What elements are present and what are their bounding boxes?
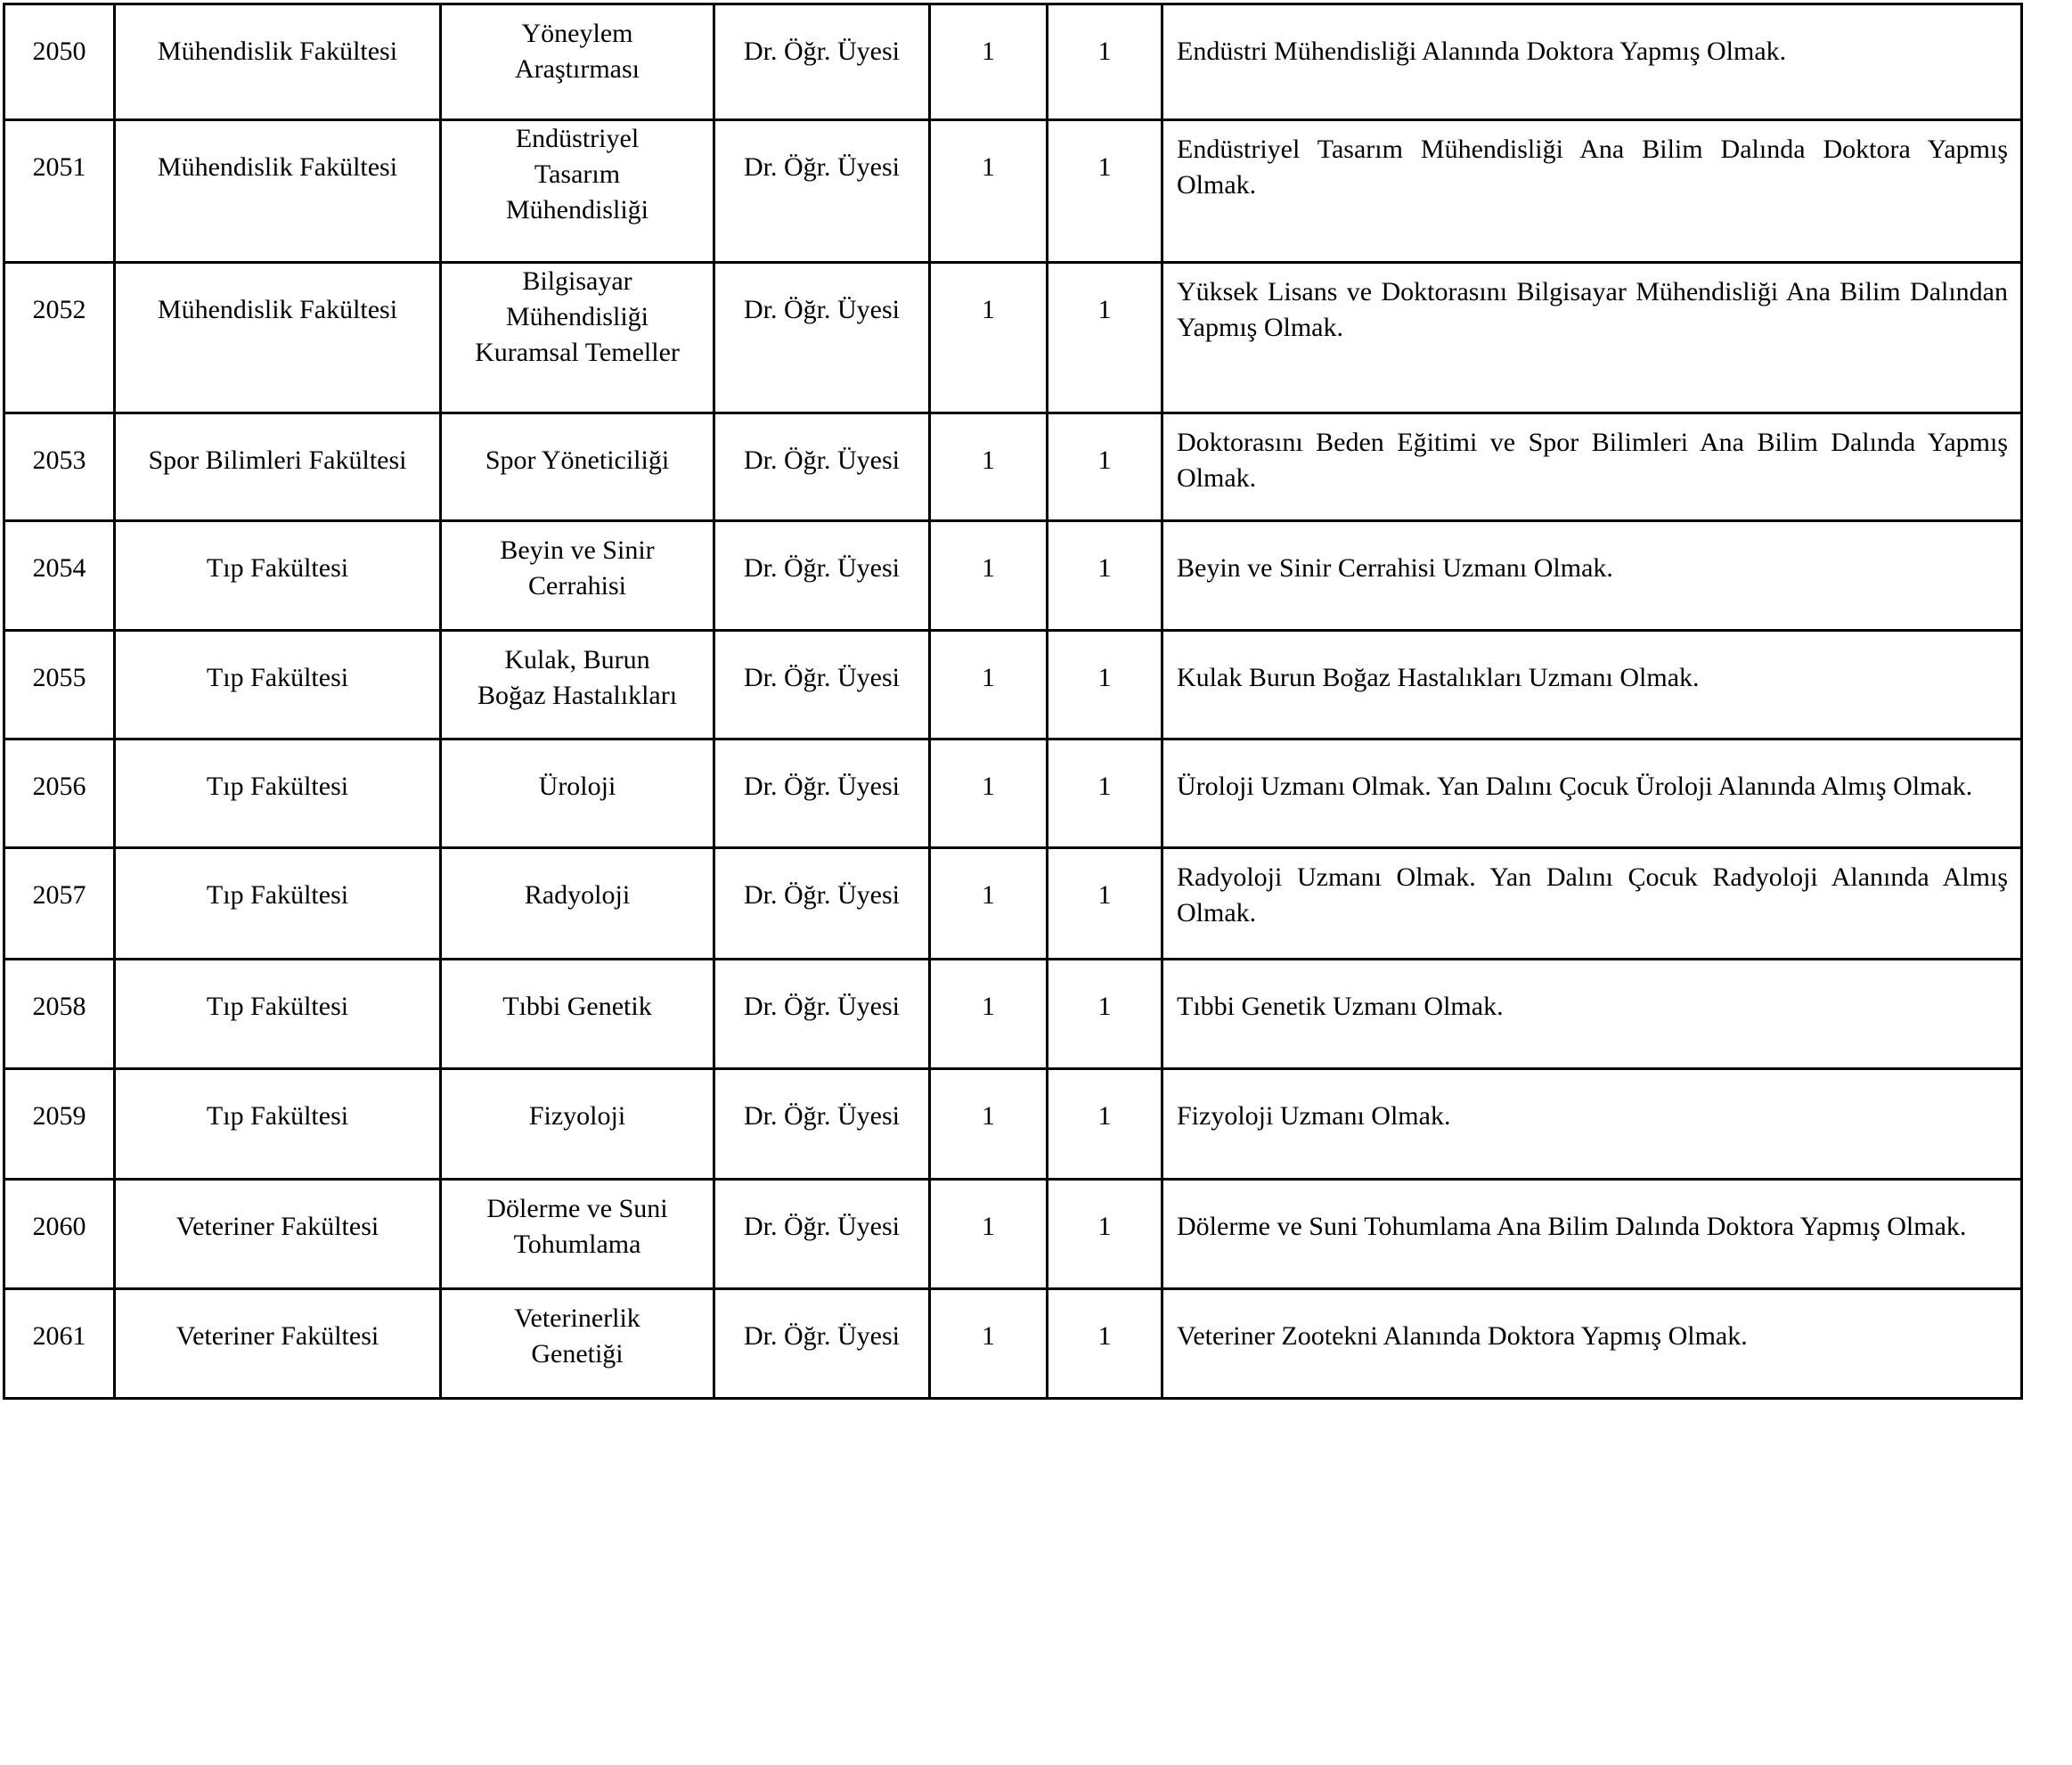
requirement-text: Beyin ve Sinir Cerrahisi Uzmanı Olmak.	[1177, 553, 1613, 583]
count-2-cell	[1048, 1069, 1162, 1180]
requirement-cell	[1162, 521, 2022, 631]
table-row	[4, 1069, 2022, 1180]
department-cell	[441, 1069, 714, 1180]
count-2: 1	[1097, 663, 1112, 692]
count-2-cell	[1048, 263, 1162, 413]
requirement-text: Kulak Burun Boğaz Hastalıkları Uzmanı Olmak.	[1177, 663, 1700, 692]
faculty-cell	[115, 4, 441, 120]
faculty-name: Tıp Fakültesi	[206, 772, 349, 801]
department-cell	[441, 263, 714, 413]
faculty-cell	[115, 521, 441, 631]
count-1-cell	[930, 1180, 1048, 1289]
table-row	[4, 521, 2022, 631]
count-2: 1	[1097, 1212, 1112, 1241]
academic-title-cell	[714, 1069, 930, 1180]
job-postings-table	[3, 3, 2023, 1400]
count-1-cell	[930, 413, 1048, 521]
department-cell	[441, 120, 714, 263]
faculty-cell	[115, 960, 441, 1069]
faculty-cell	[115, 1069, 441, 1180]
table-row	[4, 848, 2022, 960]
requirement-text: Endüstriyel Tasarım Mühendisliği Ana Bilim Dalında Doktora Yapmış Olmak.	[1177, 135, 2008, 200]
count-1: 1	[982, 295, 995, 324]
count-2-cell	[1048, 631, 1162, 740]
position-code: 2050	[32, 37, 86, 66]
count-2: 1	[1097, 992, 1112, 1021]
academic-title-cell	[714, 848, 930, 960]
table-body	[4, 4, 2022, 1399]
count-2-cell	[1048, 960, 1162, 1069]
count-1-cell	[930, 1289, 1048, 1399]
faculty-cell	[115, 120, 441, 263]
academic-title-cell	[714, 4, 930, 120]
position-code-cell	[4, 740, 115, 848]
count-1: 1	[982, 880, 995, 910]
requirement-cell	[1162, 1069, 2022, 1180]
count-1: 1	[982, 1321, 995, 1351]
count-1-cell	[930, 1069, 1048, 1180]
academic-title-cell	[714, 631, 930, 740]
academic-title-cell	[714, 120, 930, 263]
department-name: Veterinerlik Genetiği	[514, 1303, 640, 1369]
count-2: 1	[1097, 1321, 1112, 1351]
requirement-cell	[1162, 263, 2022, 413]
academic-title: Dr. Öğr. Üyesi	[744, 152, 900, 182]
department-cell	[441, 960, 714, 1069]
faculty-cell	[115, 740, 441, 848]
faculty-cell	[115, 1289, 441, 1399]
department-name: Spor Yöneticiliği	[485, 445, 670, 475]
table-row	[4, 4, 2022, 120]
academic-title: Dr. Öğr. Üyesi	[744, 553, 900, 583]
department-name: Yöneylem Araştırması	[515, 19, 640, 84]
position-code: 2061	[32, 1321, 86, 1351]
count-2: 1	[1097, 295, 1112, 324]
count-1-cell	[930, 521, 1048, 631]
count-2-cell	[1048, 4, 1162, 120]
requirement-text: Radyoloji Uzmanı Olmak. Yan Dalını Çocuk Radyoloji Alanında Almış Olmak.	[1177, 862, 2008, 927]
department-name: Endüstriyel Tasarım Mühendisliği	[505, 124, 649, 225]
academic-title-cell	[714, 263, 930, 413]
faculty-cell	[115, 263, 441, 413]
requirement-cell	[1162, 740, 2022, 848]
count-1-cell	[930, 4, 1048, 120]
faculty-name: Mühendislik Fakültesi	[157, 37, 398, 66]
requirement-text: Endüstri Mühendisliği Alanında Doktora Yapmış Olmak.	[1177, 37, 1787, 66]
requirement-cell	[1162, 960, 2022, 1069]
count-1: 1	[982, 992, 995, 1021]
count-1: 1	[982, 1212, 995, 1241]
department-name: Radyoloji	[524, 880, 631, 910]
count-1: 1	[982, 663, 995, 692]
academic-title-cell	[714, 413, 930, 521]
count-2: 1	[1097, 37, 1112, 66]
position-code-cell	[4, 521, 115, 631]
academic-title: Dr. Öğr. Üyesi	[744, 1321, 900, 1351]
count-2: 1	[1097, 553, 1112, 583]
requirement-cell	[1162, 1289, 2022, 1399]
faculty-name: Tıp Fakültesi	[206, 663, 349, 692]
academic-title: Dr. Öğr. Üyesi	[744, 772, 900, 801]
count-1: 1	[982, 553, 995, 583]
department-name: Tıbbi Genetik	[502, 992, 652, 1021]
position-code-cell	[4, 1069, 115, 1180]
requirement-cell	[1162, 120, 2022, 263]
faculty-cell	[115, 631, 441, 740]
faculty-name: Tıp Fakültesi	[206, 992, 349, 1021]
count-2: 1	[1097, 445, 1112, 475]
faculty-name: Spor Bilimleri Fakültesi	[148, 445, 407, 475]
table-row	[4, 1180, 2022, 1289]
count-1: 1	[982, 1101, 995, 1131]
academic-title: Dr. Öğr. Üyesi	[744, 445, 900, 475]
academic-title: Dr. Öğr. Üyesi	[744, 880, 900, 910]
position-code-cell	[4, 1180, 115, 1289]
count-1: 1	[982, 445, 995, 475]
count-1-cell	[930, 960, 1048, 1069]
department-name: Kulak, Burun Boğaz Hastalıkları	[477, 645, 678, 710]
position-code-cell	[4, 4, 115, 120]
academic-title: Dr. Öğr. Üyesi	[744, 37, 900, 66]
position-code-cell	[4, 1289, 115, 1399]
academic-title: Dr. Öğr. Üyesi	[744, 1212, 900, 1241]
count-2-cell	[1048, 740, 1162, 848]
position-code-cell	[4, 848, 115, 960]
requirement-cell	[1162, 848, 2022, 960]
table-row	[4, 740, 2022, 848]
academic-title-cell	[714, 960, 930, 1069]
table-row	[4, 1289, 2022, 1399]
table-row	[4, 960, 2022, 1069]
position-code: 2057	[32, 880, 86, 910]
position-code: 2056	[32, 772, 86, 801]
count-2: 1	[1097, 880, 1112, 910]
position-code: 2051	[32, 152, 86, 182]
faculty-name: Mühendislik Fakültesi	[157, 152, 398, 182]
requirement-cell	[1162, 1180, 2022, 1289]
position-code: 2059	[32, 1101, 86, 1131]
table-row	[4, 263, 2022, 413]
count-2-cell	[1048, 1180, 1162, 1289]
requirement-cell	[1162, 413, 2022, 521]
faculty-name: Veteriner Fakültesi	[175, 1321, 379, 1351]
count-1: 1	[982, 772, 995, 801]
academic-title: Dr. Öğr. Üyesi	[744, 663, 900, 692]
position-code: 2060	[32, 1212, 86, 1241]
faculty-name: Veteriner Fakültesi	[175, 1212, 379, 1241]
faculty-name: Tıp Fakültesi	[206, 553, 349, 583]
table-row	[4, 631, 2022, 740]
department-name: Bilgisayar Mühendisliği Kuramsal Temeller	[475, 266, 680, 367]
position-code-cell	[4, 960, 115, 1069]
academic-title: Dr. Öğr. Üyesi	[744, 1101, 900, 1131]
department-cell	[441, 631, 714, 740]
count-1-cell	[930, 263, 1048, 413]
position-code: 2053	[32, 445, 86, 475]
department-name: Üroloji	[538, 772, 616, 801]
academic-title: Dr. Öğr. Üyesi	[744, 295, 900, 324]
academic-title-cell	[714, 1289, 930, 1399]
department-name: Beyin ve Sinir Cerrahisi	[500, 535, 655, 601]
count-2-cell	[1048, 120, 1162, 263]
requirement-cell	[1162, 631, 2022, 740]
faculty-name: Tıp Fakültesi	[206, 1101, 349, 1131]
department-cell	[441, 1180, 714, 1289]
requirement-cell	[1162, 4, 2022, 120]
requirement-text: Doktorasını Beden Eğitimi ve Spor Bilimleri Ana Bilim Dalında Yapmış Olmak.	[1177, 428, 2008, 493]
department-cell	[441, 1289, 714, 1399]
count-2-cell	[1048, 413, 1162, 521]
requirement-text: Fizyoloji Uzmanı Olmak.	[1177, 1101, 1451, 1131]
position-code-cell	[4, 263, 115, 413]
count-2: 1	[1097, 152, 1112, 182]
position-code-cell	[4, 120, 115, 263]
department-cell	[441, 413, 714, 521]
department-name: Dölerme ve Suni Tohumlama	[486, 1194, 668, 1259]
requirement-text: Tıbbi Genetik Uzmanı Olmak.	[1177, 992, 1504, 1021]
academic-title-cell	[714, 521, 930, 631]
academic-title-cell	[714, 740, 930, 848]
count-1-cell	[930, 848, 1048, 960]
academic-title: Dr. Öğr. Üyesi	[744, 992, 900, 1021]
requirement-text: Dölerme ve Suni Tohumlama Ana Bilim Dalında Doktora Yapmış Olmak.	[1177, 1212, 1967, 1241]
table-row	[4, 120, 2022, 263]
faculty-name: Tıp Fakültesi	[206, 880, 349, 910]
position-code: 2055	[32, 663, 86, 692]
requirement-text: Üroloji Uzmanı Olmak. Yan Dalını Çocuk Üroloji Alanında Almış Olmak.	[1177, 772, 1973, 801]
count-2: 1	[1097, 772, 1112, 801]
requirement-text: Yüksek Lisans ve Doktorasını Bilgisayar Mühendisliği Ana Bilim Dalından Yapmış Olmak.	[1177, 277, 2008, 342]
table-row	[4, 413, 2022, 521]
position-code-cell	[4, 631, 115, 740]
faculty-cell	[115, 413, 441, 521]
count-2-cell	[1048, 521, 1162, 631]
count-2-cell	[1048, 848, 1162, 960]
department-cell	[441, 521, 714, 631]
faculty-name: Mühendislik Fakültesi	[157, 295, 398, 324]
position-code: 2058	[32, 992, 86, 1021]
position-code: 2054	[32, 553, 86, 583]
position-code-cell	[4, 413, 115, 521]
faculty-cell	[115, 848, 441, 960]
requirement-text: Veteriner Zootekni Alanında Doktora Yapmış Olmak.	[1177, 1321, 1748, 1351]
academic-title-cell	[714, 1180, 930, 1289]
count-1: 1	[982, 37, 995, 66]
department-cell	[441, 740, 714, 848]
count-1-cell	[930, 631, 1048, 740]
position-code: 2052	[32, 295, 86, 324]
department-cell	[441, 848, 714, 960]
department-cell	[441, 4, 714, 120]
count-1-cell	[930, 740, 1048, 848]
count-1: 1	[982, 152, 995, 182]
count-2: 1	[1097, 1101, 1112, 1131]
count-2-cell	[1048, 1289, 1162, 1399]
count-1-cell	[930, 120, 1048, 263]
faculty-cell	[115, 1180, 441, 1289]
department-name: Fizyoloji	[528, 1101, 626, 1131]
